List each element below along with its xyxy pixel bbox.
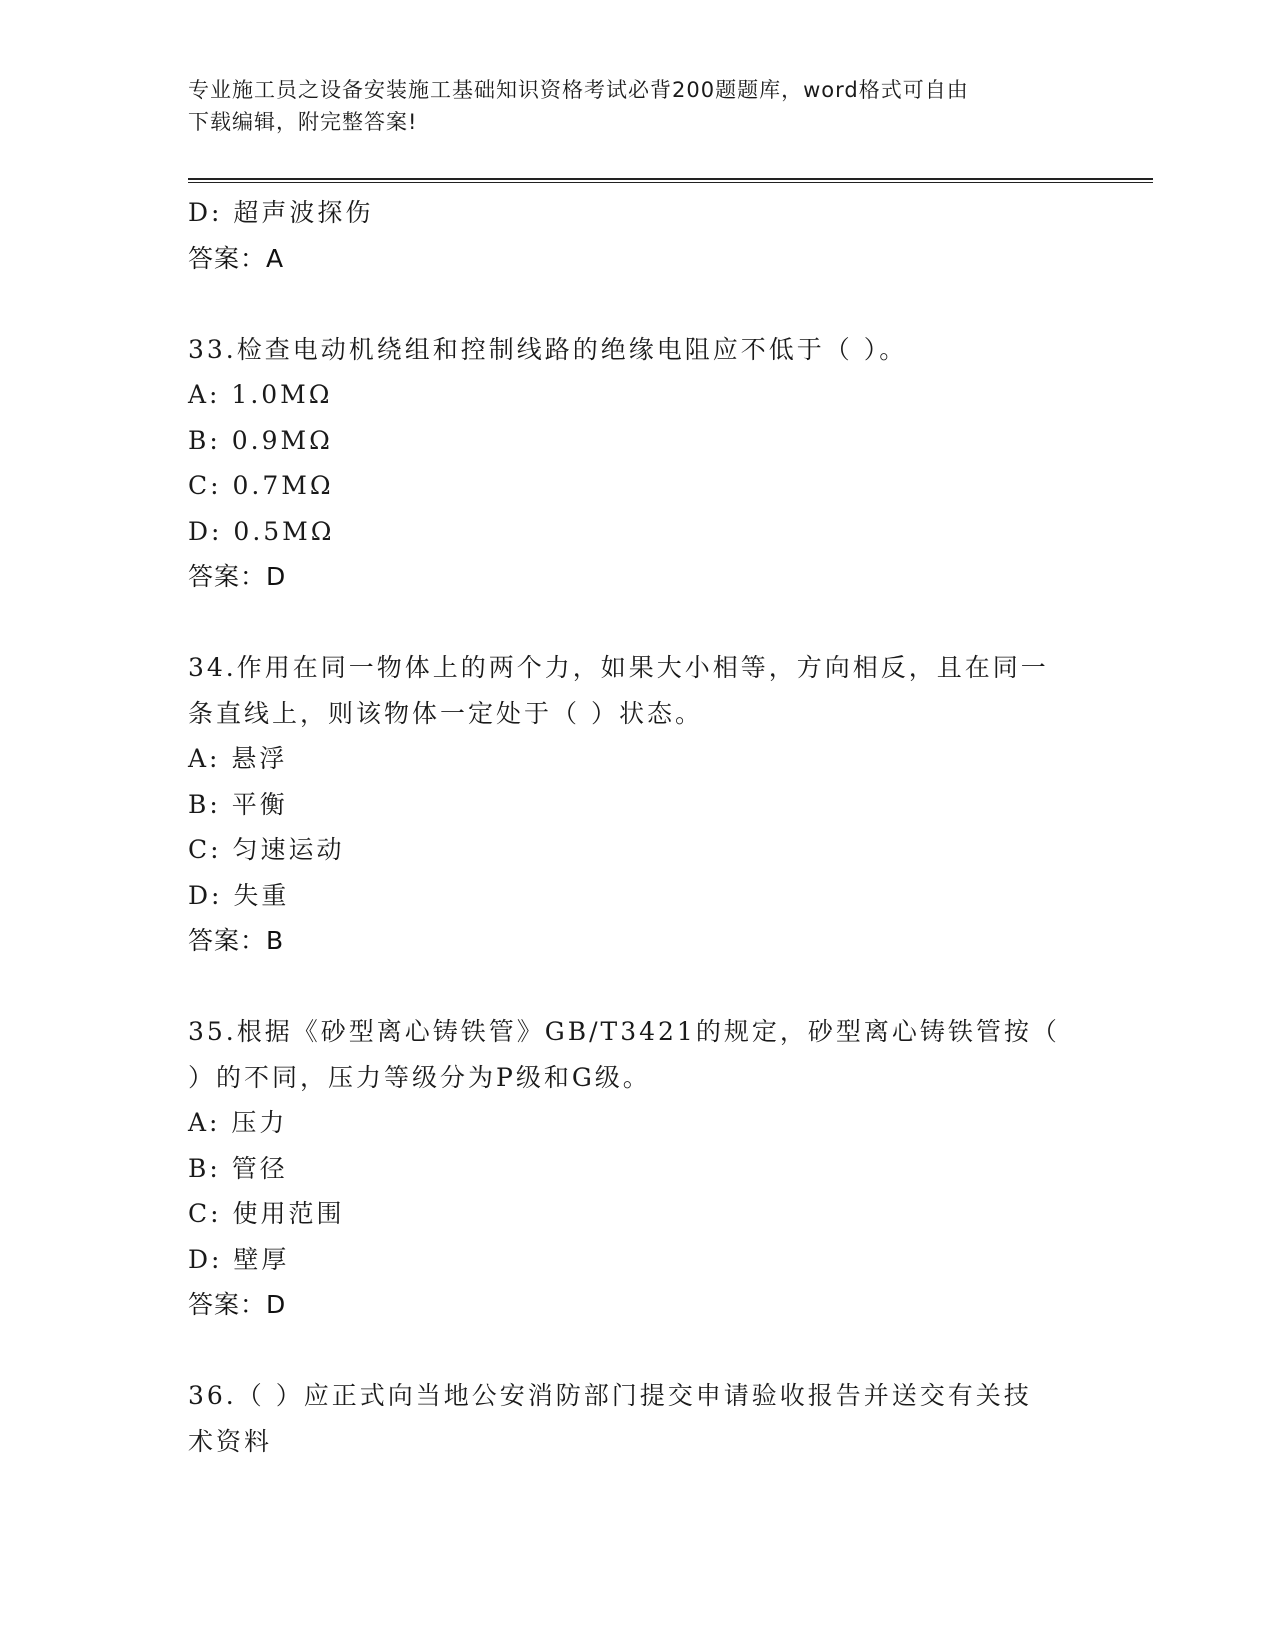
option-b: B: 管径 <box>188 1153 288 1183</box>
option-d: D: 0.5MΩ <box>188 516 335 546</box>
header-title-line-2: 下载编辑，附完整答案! <box>188 110 418 134</box>
option-c: C: 0.7MΩ <box>188 471 334 500</box>
question-text-line-2: ）的不同，压力等级分为P级和G级。 <box>188 1062 651 1092</box>
answer-line: 答案：D <box>188 1290 287 1319</box>
option-d: D: 超声波探伤 <box>188 198 374 227</box>
option-a: A: 1.0MΩ <box>188 380 333 409</box>
header-title-line-1: 专业施工员之设备安装施工基础知识资格考试必背200题题库，word格式可自由 <box>188 78 969 102</box>
question-text-line-1: 36.（ ）应正式向当地公安消防部门提交申请验收报告并送交有关技 <box>188 1381 1032 1410</box>
question-list <box>188 190 1088 1464</box>
option-b: B: 平衡 <box>188 789 288 819</box>
option-a: A: 悬浮 <box>188 744 288 773</box>
question-text: 33.检查电动机绕组和控制线路的绝缘电阻应不低于（ ）。 <box>188 334 908 364</box>
option-b: B: 0.9MΩ <box>188 425 333 455</box>
question-32-tail <box>188 190 1088 281</box>
question-text-line-2: 术资料 <box>188 1426 273 1456</box>
option-a: A: 压力 <box>188 1108 288 1137</box>
spacer <box>188 964 1088 1010</box>
option-c: C: 匀速运动 <box>188 835 345 864</box>
document-header <box>188 74 1068 138</box>
spacer <box>188 600 1088 646</box>
answer-line: 答案：A <box>188 243 285 273</box>
question-35 <box>188 1009 1088 1328</box>
answer-line: 答案：B <box>188 926 285 955</box>
answer-line: 答案：D <box>188 562 287 591</box>
question-33 <box>188 327 1088 600</box>
option-d: D: 壁厚 <box>188 1244 290 1274</box>
spacer <box>188 281 1088 327</box>
question-text-line-1: 34.作用在同一物体上的两个力，如果大小相等，方向相反，且在同一 <box>188 653 1049 682</box>
question-36 <box>188 1373 1088 1464</box>
option-c: C: 使用范围 <box>188 1199 345 1228</box>
question-34 <box>188 645 1088 964</box>
option-d: D: 失重 <box>188 880 290 910</box>
question-text-line-1: 35.根据《砂型离心铸铁管》GB/T3421的规定，砂型离心铸铁管按（ <box>188 1017 1060 1046</box>
spacer <box>188 1328 1088 1374</box>
question-text-line-2: 条直线上，则该物体一定处于（ ）状态。 <box>188 698 703 728</box>
header-divider <box>188 178 1153 183</box>
